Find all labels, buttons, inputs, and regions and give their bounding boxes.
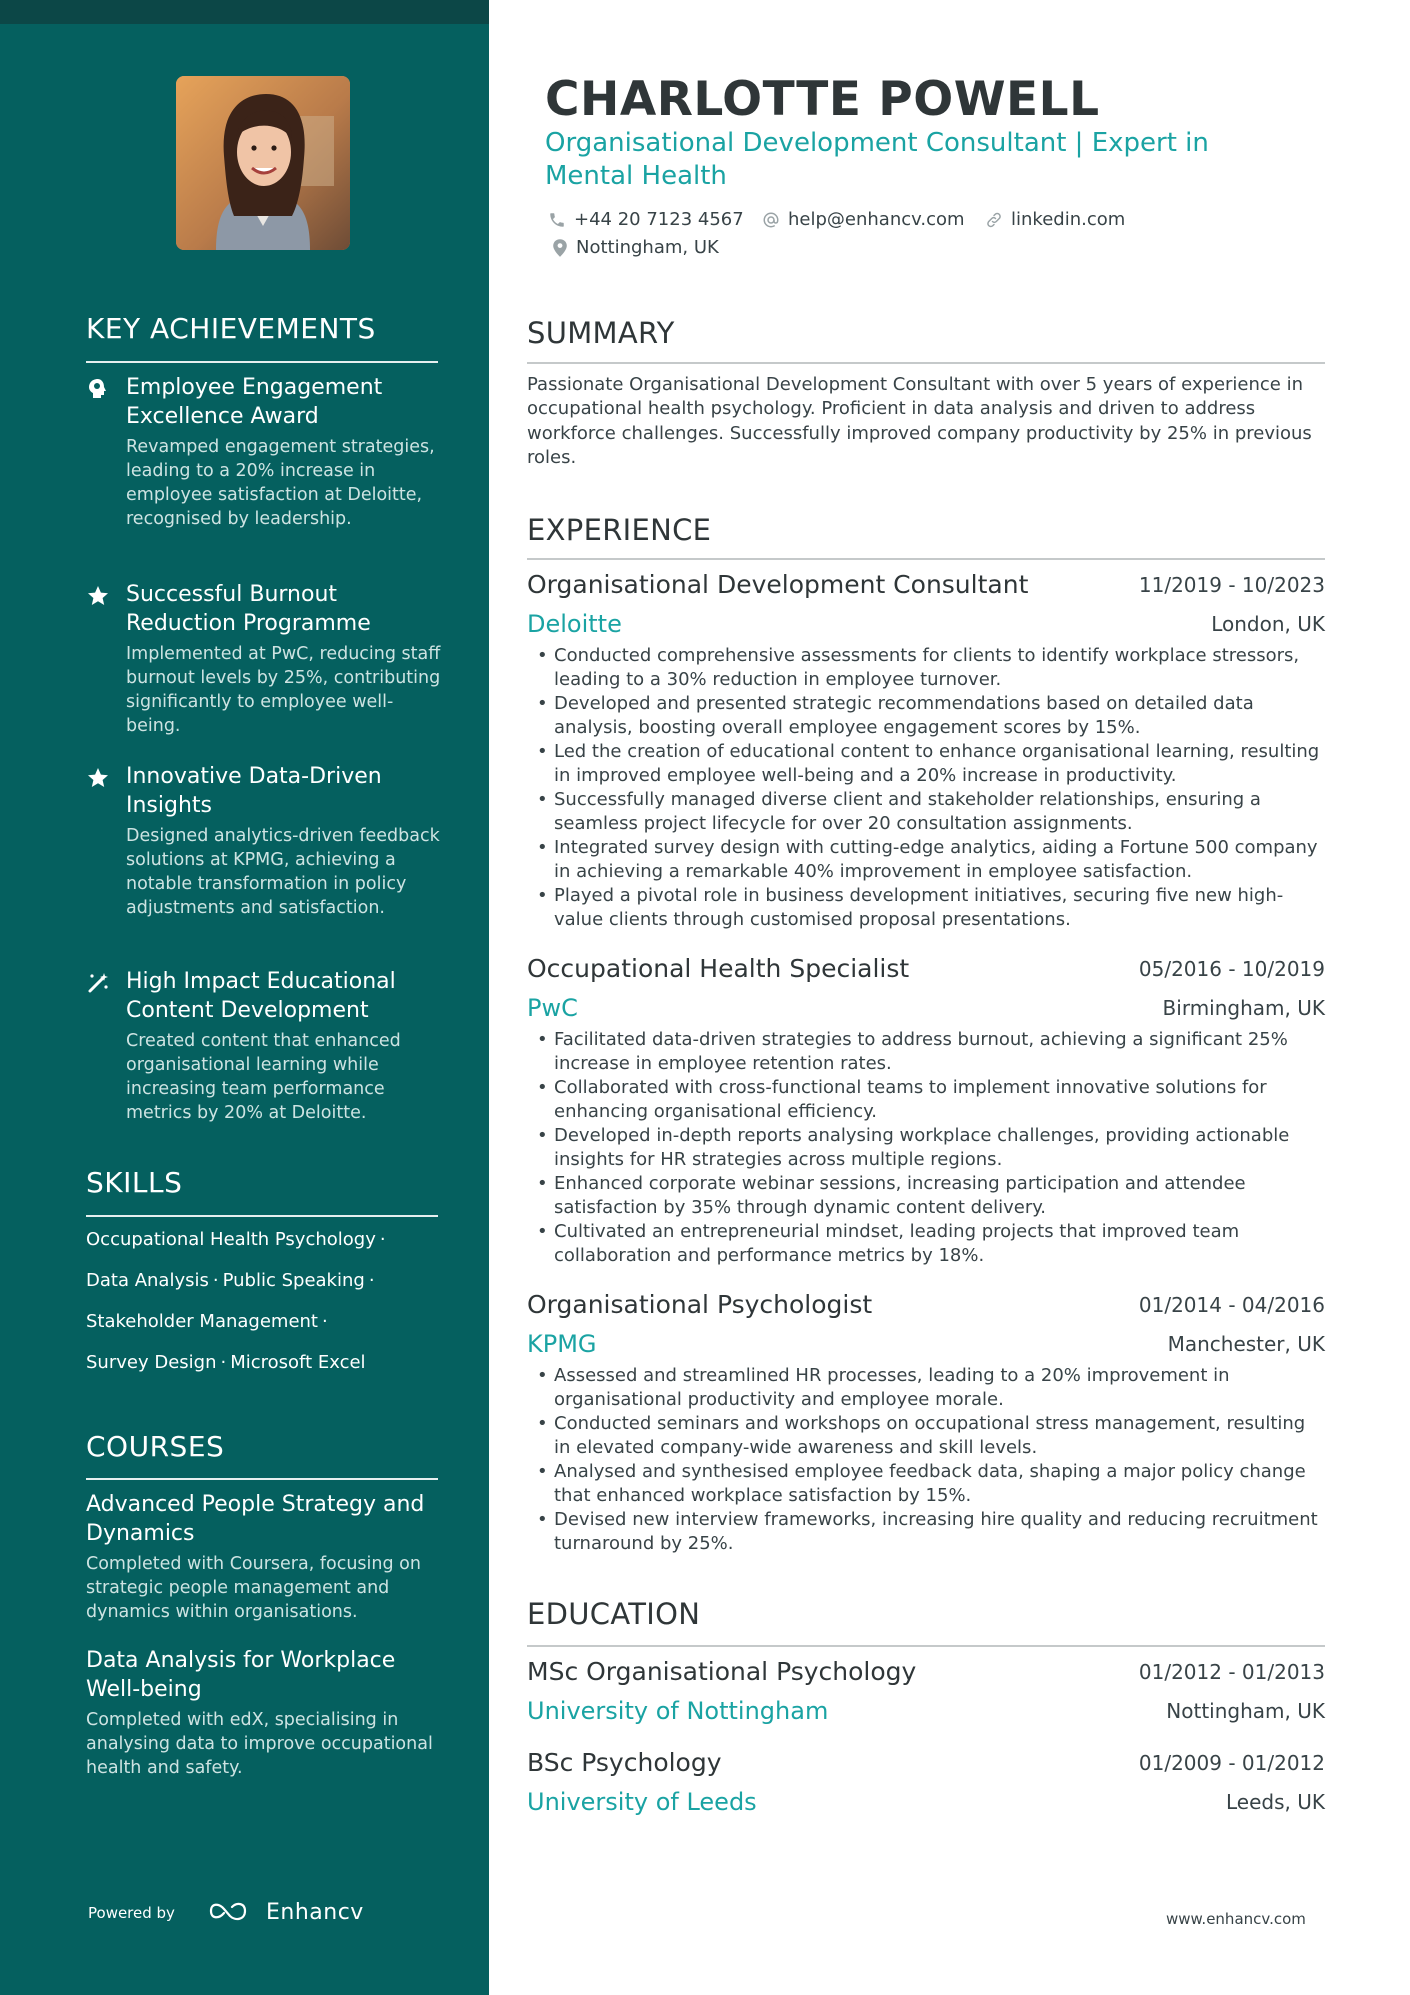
achievement-item	[86, 762, 446, 920]
star-icon	[86, 766, 110, 790]
achievement-description: Created content that enhanced organisational learning while increasing team performance metrics by 20% at Deloitte.	[126, 1031, 401, 1123]
achievement-item	[86, 580, 446, 738]
education-location: Leeds, UK	[1226, 1790, 1325, 1814]
job-dates: 11/2019 - 10/2023	[1138, 573, 1325, 597]
skills-row	[86, 1267, 446, 1308]
job-title: Organisational Psychologist	[527, 1290, 873, 1319]
skill-tag: Public Speaking	[222, 1270, 365, 1291]
education-school: University of Nottingham	[527, 1697, 829, 1725]
phone-icon	[548, 211, 566, 229]
location-pin-icon	[552, 238, 568, 258]
contact-linkedin[interactable]	[985, 209, 1125, 230]
job-location: Manchester, UK	[1167, 1332, 1325, 1356]
brand-name: Enhancv	[266, 1900, 364, 1925]
job-bullet: • Led the creation of educational content to enhance organisational learning, resulting in improved employee well-being and a 20% increase in productivity.	[527, 740, 1325, 788]
job-title: Organisational Development Consultant	[527, 570, 1029, 599]
job-bullet: • Cultivated an entrepreneurial mindset, leading projects that improved team collaboration and performance metrics by 18%.	[527, 1220, 1325, 1268]
skills-heading: SKILLS	[86, 1166, 183, 1199]
education-entry	[527, 1657, 1325, 1731]
job-bullets	[527, 1028, 1325, 1268]
achievement-description: Implemented at PwC, reducing staff burnout levels by 25%, contributing significantly to employee well-being.	[126, 644, 441, 736]
experience-heading: EXPERIENCE	[527, 513, 712, 547]
job-bullet: • Analysed and synthesised employee feedback data, shaping a major policy change that enhanced workplace satisfaction by 15%.	[527, 1460, 1325, 1508]
skill-separator: ·	[368, 1270, 375, 1291]
at-sign-icon	[762, 211, 780, 229]
job-bullet: • Conducted comprehensive assessments for clients to identify workplace stressors, leading to a 30% reduction in employee turnover.	[527, 644, 1325, 692]
achievement-item	[86, 373, 446, 531]
link-icon	[985, 211, 1003, 229]
education-dates: 01/2012 - 01/2013	[1138, 1660, 1325, 1684]
job-bullet: • Played a pivotal role in business development initiatives, securing five new high-value clients through customised proposal presentations.	[527, 884, 1325, 932]
job-dates: 01/2014 - 04/2016	[1138, 1293, 1325, 1317]
skills-divider	[86, 1215, 438, 1217]
skill-tag: Survey Design	[86, 1352, 217, 1373]
job-entry	[527, 570, 1325, 932]
skills-list	[86, 1226, 446, 1390]
powered-by-label: Powered by	[88, 1904, 175, 1922]
brain-icon	[86, 377, 110, 401]
achievements-divider	[86, 361, 438, 363]
job-bullet: • Developed and presented strategic recommendations based on detailed data analysis, boosting overall employee engagement scores by 15%.	[527, 692, 1325, 740]
education-school: University of Leeds	[527, 1788, 757, 1816]
job-title: Occupational Health Specialist	[527, 954, 910, 983]
phone-number: +44 20 7123 4567	[574, 209, 744, 230]
job-bullet: • Facilitated data-driven strategies to address burnout, achieving a significant 25% increase in employee retention rates.	[527, 1028, 1325, 1076]
courses-divider	[86, 1478, 438, 1480]
job-bullet: • Successfully managed diverse client and stakeholder relationships, ensuring a seamless project lifecycle for over 20 consultation assignments.	[527, 788, 1325, 836]
course-description: Completed with Coursera, focusing on strategic people management and dynamics within organisations.	[86, 1554, 421, 1622]
job-bullets	[527, 644, 1325, 932]
achievement-title: Successful Burnout Reduction Programme	[126, 582, 371, 636]
sidebar	[0, 0, 489, 1995]
website-footer[interactable]: www.enhancv.com	[1166, 1910, 1306, 1928]
profile-photo	[176, 76, 350, 250]
magic-wand-icon	[86, 971, 110, 995]
job-company: PwC	[527, 994, 578, 1022]
job-bullet: • Assessed and streamlined HR processes, leading to a 20% improvement in organisational productivity and employee morale.	[527, 1364, 1325, 1412]
contact-location	[552, 237, 719, 258]
achievement-title: High Impact Educational Content Development	[126, 969, 396, 1023]
experience-divider	[527, 558, 1325, 560]
summary-heading: SUMMARY	[527, 316, 675, 350]
location-text: Nottingham, UK	[576, 237, 719, 258]
job-bullet: • Enhanced corporate webinar sessions, increasing participation and attendee satisfaction by 35% through dynamic content delivery.	[527, 1172, 1325, 1220]
education-heading: EDUCATION	[527, 1597, 701, 1631]
sidebar-top-bar	[0, 0, 489, 24]
course-title: Data Analysis for Workplace Well-being	[86, 1648, 396, 1702]
education-degree: BSc Psychology	[527, 1748, 722, 1777]
linkedin-link: linkedin.com	[1011, 209, 1126, 230]
achievement-title: Employee Engagement Excellence Award	[126, 375, 383, 429]
job-dates: 05/2016 - 10/2019	[1138, 957, 1325, 981]
skills-row	[86, 1308, 446, 1349]
skill-tag: Occupational Health Psychology	[86, 1229, 376, 1250]
course-description: Completed with edX, specialising in analysing data to improve occupational health and safety.	[86, 1710, 433, 1778]
email-address: help@enhancv.com	[788, 209, 965, 230]
candidate-name: CHARLOTTE POWELL	[545, 72, 1100, 127]
job-location: London, UK	[1211, 612, 1325, 636]
candidate-headline: Organisational Development Consultant | Expert in Mental Health	[545, 128, 1209, 191]
education-entry	[527, 1748, 1325, 1822]
job-bullet: • Conducted seminars and workshops on occupational stress management, resulting in elevated company-wide awareness and skill levels.	[527, 1412, 1325, 1460]
skills-row	[86, 1226, 446, 1267]
job-bullets	[527, 1364, 1325, 1556]
skill-tag: Stakeholder Management	[86, 1311, 318, 1332]
skill-separator: ·	[379, 1229, 386, 1250]
contact-email[interactable]	[762, 209, 965, 230]
education-divider	[527, 1645, 1325, 1647]
achievement-description: Revamped engagement strategies, leading to a 20% increase in employee satisfaction at Deloitte, recognised by leadership.	[126, 437, 435, 529]
courses-heading: COURSES	[86, 1430, 225, 1463]
course-item	[86, 1490, 446, 1624]
summary-text: Passionate Organisational Development Consultant with over 5 years of experience in occupational health psychology. Proficient in data analysis and driven to address workforce challenges. Successfully improved company productivity by 25% in previous roles.	[527, 374, 1312, 468]
job-entry	[527, 954, 1325, 1268]
skill-tag: Microsoft Excel	[230, 1352, 366, 1373]
enhancv-logo-icon	[208, 1898, 248, 1924]
skills-row	[86, 1349, 446, 1390]
job-company: KPMG	[527, 1330, 597, 1358]
job-company: Deloitte	[527, 610, 622, 638]
job-bullet: • Collaborated with cross-functional teams to implement innovative solutions for enhancing organisational efficiency.	[527, 1076, 1325, 1124]
star-icon	[86, 584, 110, 608]
achievements-heading: KEY ACHIEVEMENTS	[86, 312, 376, 345]
education-location: Nottingham, UK	[1166, 1699, 1325, 1723]
course-item	[86, 1646, 446, 1780]
skill-separator: ·	[322, 1311, 328, 1332]
achievement-item	[86, 967, 446, 1125]
contact-phone[interactable]	[548, 209, 744, 230]
education-degree: MSc Organisational Psychology	[527, 1657, 917, 1686]
achievement-description: Designed analytics-driven feedback solutions at KPMG, achieving a notable transformation in policy adjustments and satisfaction.	[126, 826, 440, 918]
job-location: Birmingham, UK	[1162, 996, 1325, 1020]
skill-separator: ·	[212, 1270, 219, 1291]
skill-tag: Data Analysis	[86, 1270, 209, 1291]
skill-separator: ·	[220, 1352, 227, 1373]
course-title: Advanced People Strategy and Dynamics	[86, 1492, 425, 1546]
job-entry	[527, 1290, 1325, 1556]
achievement-title: Innovative Data-Driven Insights	[126, 764, 382, 818]
job-bullet: • Devised new interview frameworks, increasing hire quality and reducing recruitment turnaround by 25%.	[527, 1508, 1325, 1556]
education-dates: 01/2009 - 01/2012	[1138, 1751, 1325, 1775]
summary-divider	[527, 362, 1325, 364]
job-bullet: • Integrated survey design with cutting-edge analytics, aiding a Fortune 500 company in achieving a remarkable 40% improvement in employee satisfaction.	[527, 836, 1325, 884]
job-bullet: • Developed in-depth reports analysing workplace challenges, providing actionable insights for HR strategies across multiple regions.	[527, 1124, 1325, 1172]
